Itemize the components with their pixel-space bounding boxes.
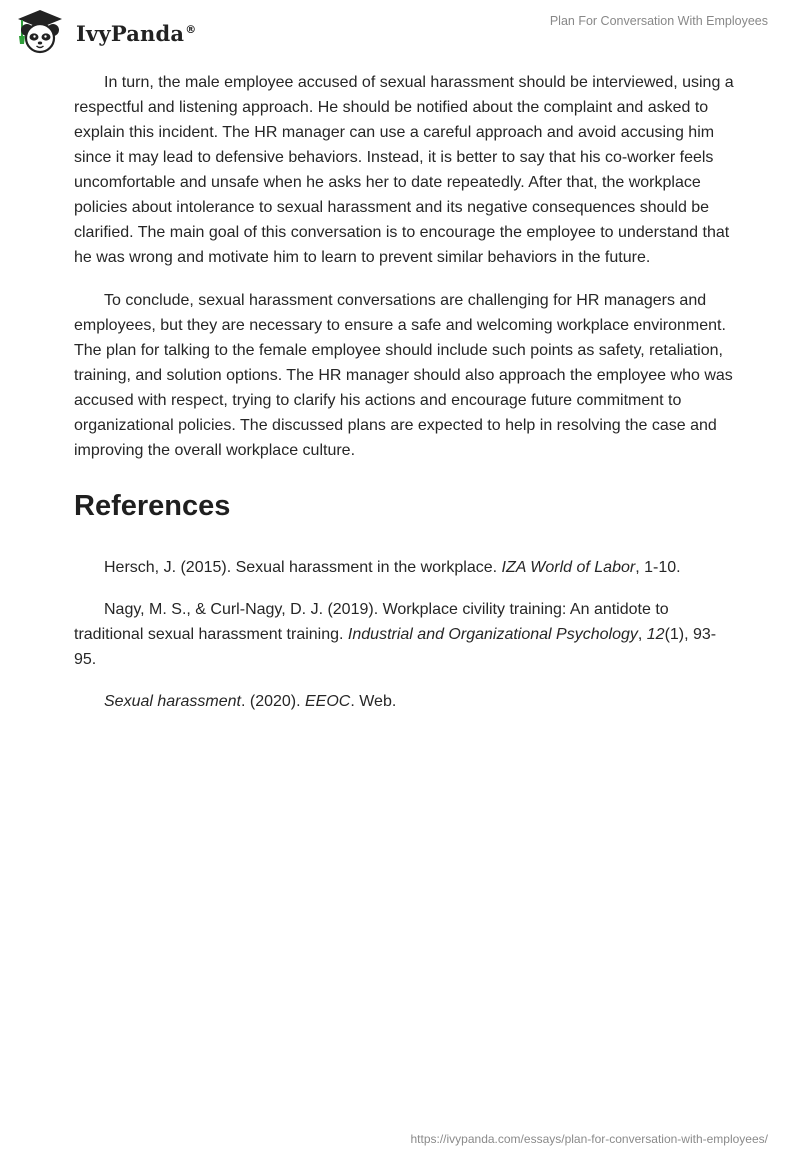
ivypanda-logo[interactable] (14, 8, 196, 56)
footer-url-link[interactable]: https://ivypanda.com/essays/plan-for-conversation-with-employees/ (410, 1132, 768, 1146)
registered-mark: ® (185, 22, 197, 36)
reference-text: , (637, 626, 647, 643)
reference-text: (1), 93-95. (74, 626, 717, 668)
reference-text: . (2020). (240, 693, 305, 710)
panda-graduate-icon (14, 8, 66, 56)
page-header (0, 0, 800, 60)
reference-item (74, 555, 734, 580)
reference-volume: 12 (646, 626, 665, 643)
reference-item (74, 597, 734, 672)
brand-label: IvyPanda (76, 20, 185, 46)
references-heading: References (74, 490, 231, 522)
document-title: Plan For Conversation With Employees (549, 14, 768, 28)
reference-journal: Industrial and Organizational Psychology (347, 626, 638, 643)
brand-name (76, 21, 196, 46)
reference-text: Nagy, M. S., & Curl-Nagy, D. J. (2019). Workplace civility training: An antidote to traditional sexual harassment training. (74, 601, 669, 643)
reference-text: Hersch, J. (2015). Sexual harassment in the workplace. (104, 559, 502, 576)
body-paragraph: To conclude, sexual harassment conversations are challenging for HR managers and employees, but they are necessary to ensure a safe and welcoming workplace environment. The plan for talking to the female employee should include such points as safety, retaliation, training, and solution options. The HR manager should also approach the employee who was accused with respect, trying to clarify his actions and encourage future commitment to organizational policies. The discussed plans are expected to help in resolving the case and improving the overall workplace culture. (74, 292, 733, 459)
reference-source: EEOC (305, 693, 351, 710)
reference-title: Sexual harassment (104, 693, 241, 710)
reference-text: . Web. (350, 693, 397, 710)
body-paragraph: In turn, the male employee accused of sexual harassment should be interviewed, using a respectful and listening approach. He should be notified about the complaint and asked to explain this incident. The HR manager can use a careful approach and avoid accusing him since it may lead to defensive behaviors. Instead, it is better to say that his co-worker feels uncomfortable and unsafe when he asks her to date repeatedly. After that, the workplace policies about intolerance to sexual harassment and its negative consequences should be clarified. The main goal of this conversation is to encourage the employee to understand that he was wrong and motivate him to learn to prevent similar behaviors in the future. (74, 74, 734, 266)
reference-journal: IZA World of Labor (501, 559, 636, 576)
essay-content (74, 70, 734, 731)
reference-item (74, 689, 734, 714)
reference-text: , 1-10. (635, 559, 681, 576)
